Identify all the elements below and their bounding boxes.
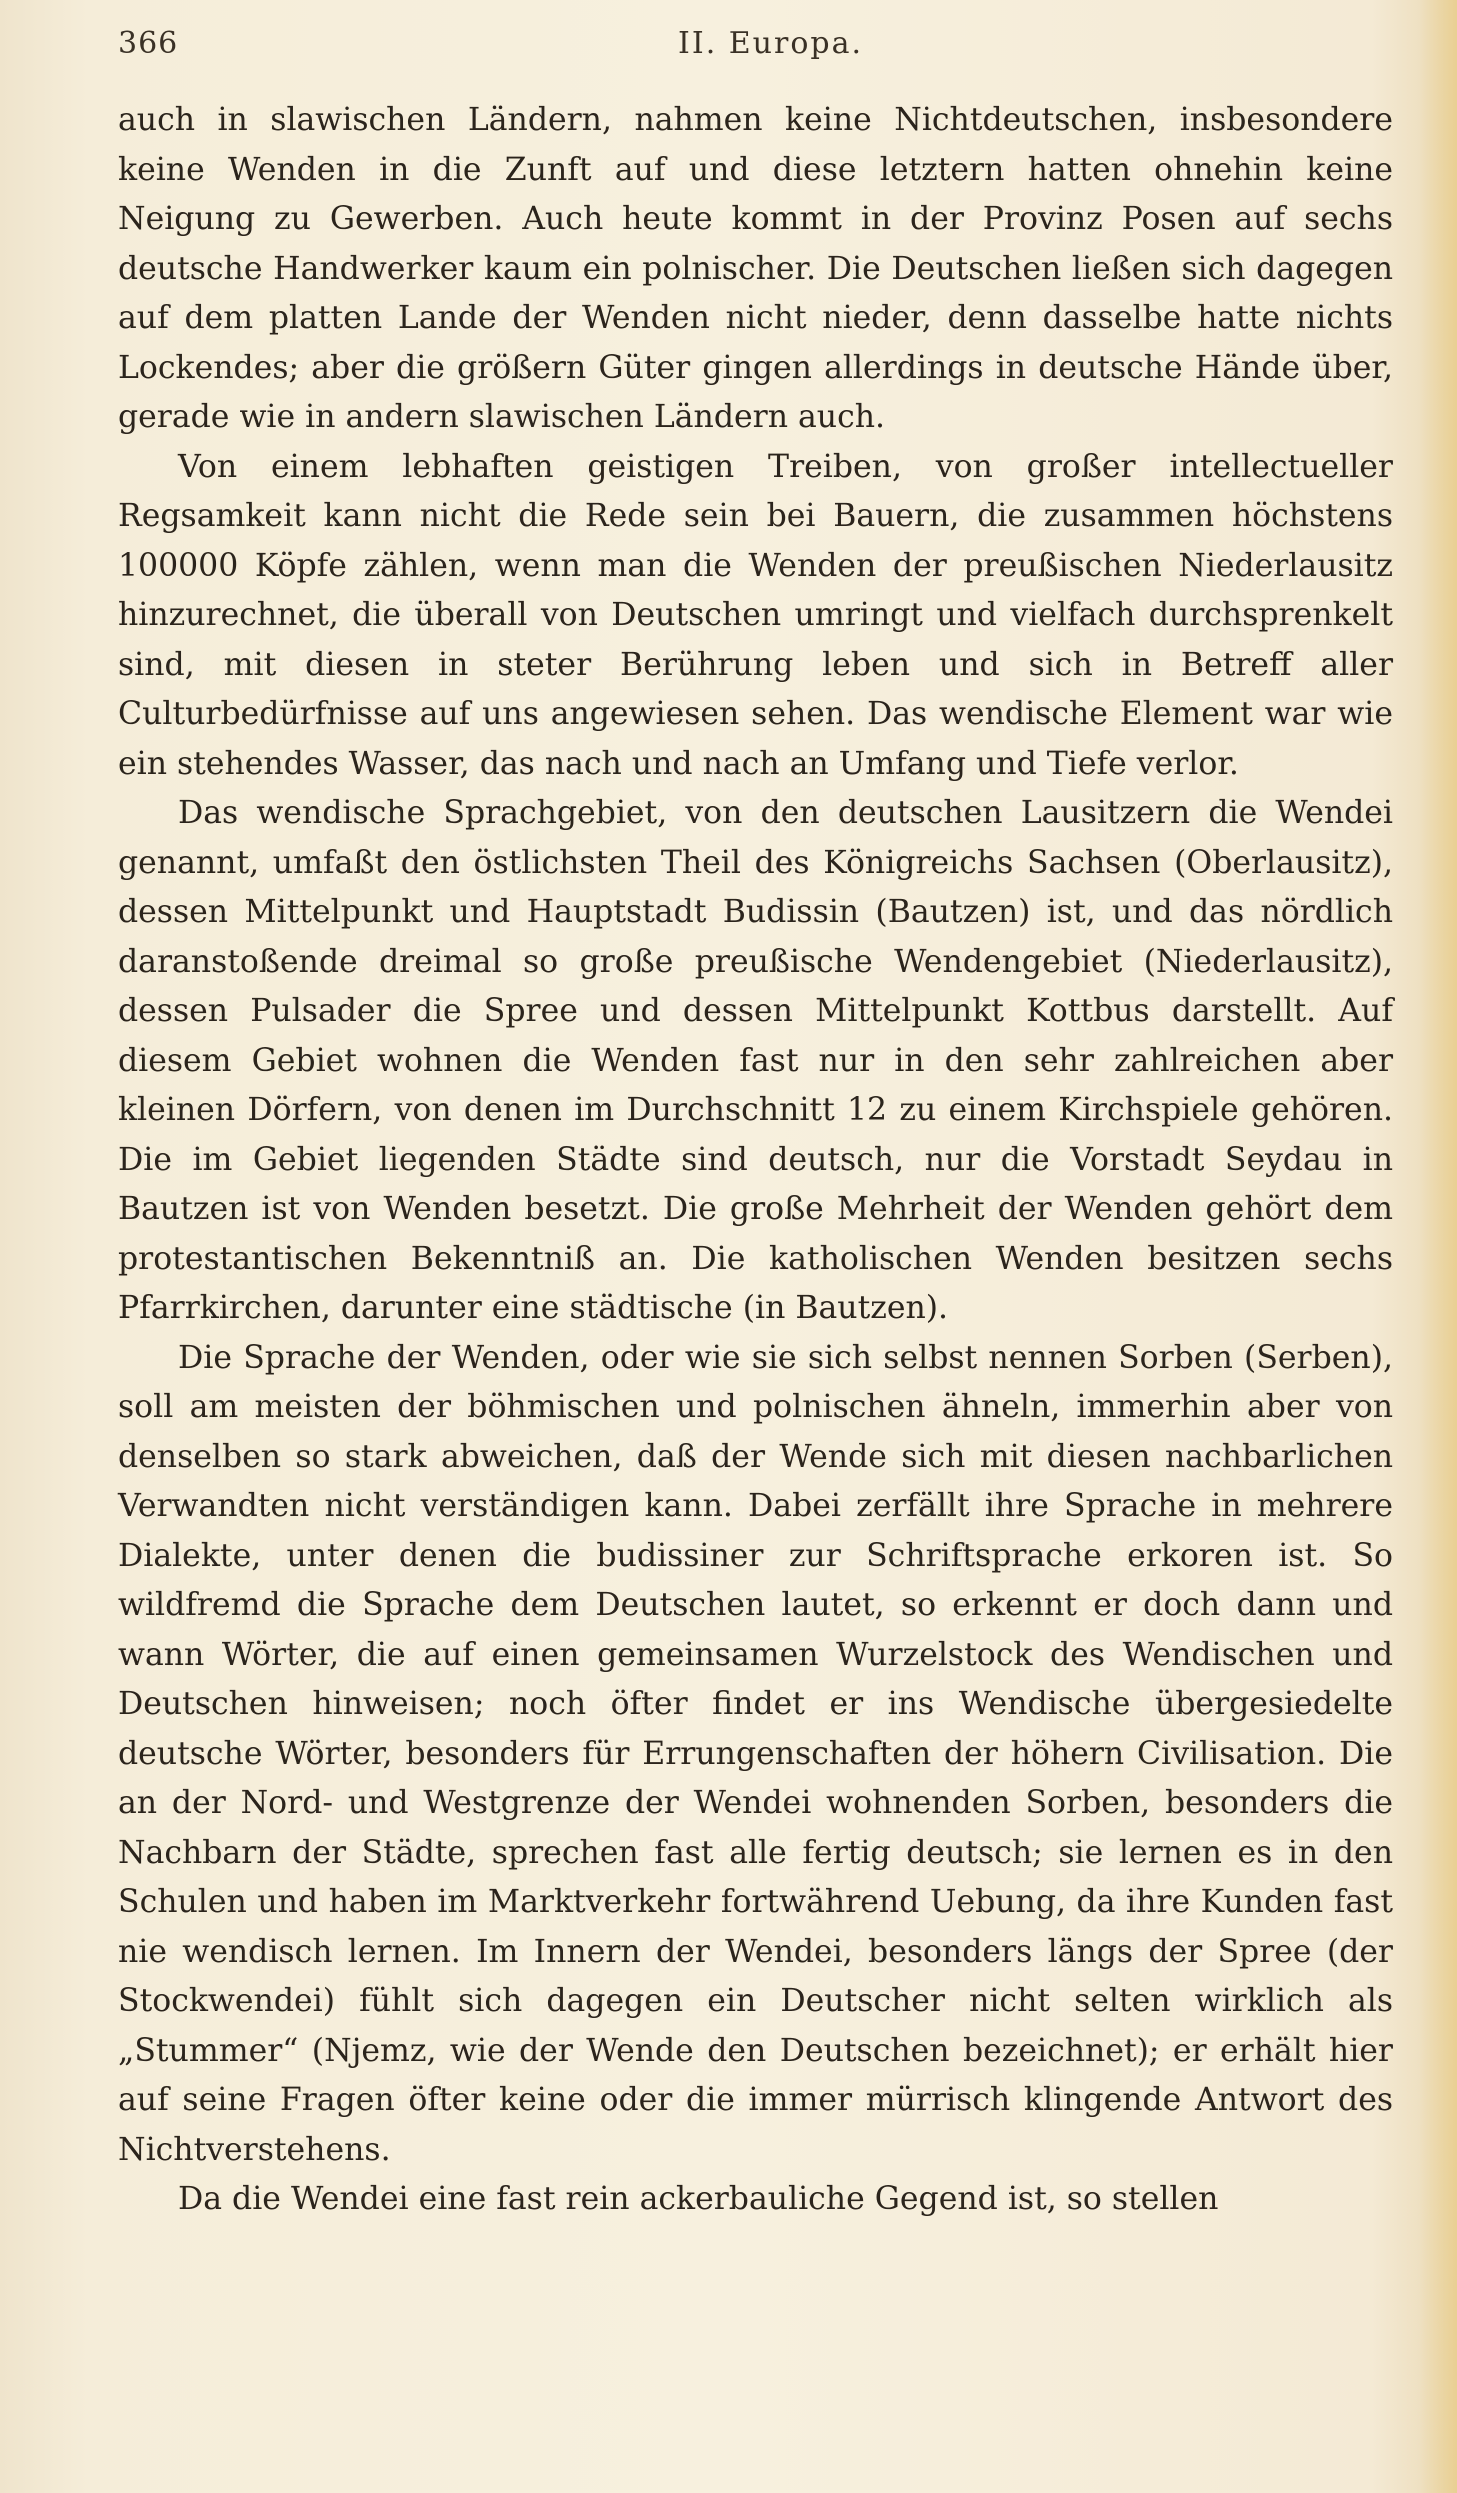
paragraph: Von einem lebhaften geistigen Treiben, von großer intellectueller Regsamkeit kann nicht die Rede sein bei Bauern, die zusammen höchstens 100000 Köpfe zählen, wenn man die Wenden der preußischen Niederlausitz hinzurechnet, die überall von Deutschen umringt und vielfach durchsprenkelt sind, mit diesen in steter Berührung leben und sich in Betreff aller Culturbedürfnisse auf uns angewiesen sehen. Das wendische Element war wie ein stehendes Wasser, das nach und nach an Umfang und Tiefe verlor.	[118, 448, 1393, 782]
paper-edge-stain	[1419, 0, 1457, 2493]
paragraph-continuation: auch in slawischen Ländern, nahmen keine Nichtdeutschen, insbesondere keine Wenden in die Zunft auf und diese letztern hatten ohnehin keine Neigung zu Gewerben. Auch heute kommt in der Provinz Posen auf sechs deutsche Handwerker kaum ein polnischer. Die Deutschen ließen sich dagegen auf dem platten Lande der Wenden nicht nieder, denn dasselbe hatte nichts Lockendes; aber die größern Güter gingen allerdings in deutsche Hände über, gerade wie in andern slawischen Ländern auch.	[118, 102, 1393, 435]
page-number: 366	[118, 26, 179, 61]
paragraph: Da die Wendei eine fast rein ackerbauliche Gegend ist, so stellen	[178, 2181, 1219, 2217]
running-title: II. Europa.	[678, 26, 864, 61]
paragraph: Die Sprache der Wenden, oder wie sie sich selbst nennen Sorben (Serben), soll am meisten der böhmischen und polnischen ähneln, immerhin aber von denselben so stark abweichen, daß der Wende sich mit diesen nachbarlichen Verwandten nicht verständigen kann. Dabei zerfällt ihre Sprache in mehrere Dialekte, unter denen die budissiner zur Schriftsprache erkoren ist. So wildfremd die Sprache dem Deutschen lautet, so erkennt er doch dann und wann Wörter, die auf einen gemeinsamen Wurzelstock des Wendischen und Deutschen hinweisen; noch öfter findet er ins Wendische übergesiedelte deutsche Wörter, besonders für Errungenschaften der höhern Civilisation. Die an der Nord- und Westgrenze der Wendei wohnenden Sorben, besonders die Nachbarn der Städte, sprechen fast alle fertig deutsch; sie lernen es in den Schulen und haben im Marktverkehr fortwährend Uebung, da ihre Kunden fast nie wendisch lernen. Im Innern der Wendei, besonders längs der Spree (der Stockwendei) fühlt sich dagegen ein Deutscher nicht selten wirklich als „Stummer“ (Njemz, wie der Wende den Deutschen bezeichnet); er erhält hier auf seine Fragen öfter keine oder die immer mürrisch klingende Antwort des Nichtverstehens.	[118, 1339, 1393, 2168]
page-header	[118, 26, 1398, 86]
body-text	[118, 96, 1393, 2225]
paragraph: Das wendische Sprachgebiet, von den deutschen Lausitzern die Wendei genannt, umfaßt den östlichsten Theil des Königreichs Sachsen (Oberlausitz), dessen Mittelpunkt und Hauptstadt Budissin (Bautzen) ist, und das nördlich daranstoßende dreimal so große preußische Wendengebiet (Niederlausitz), dessen Pulsader die Spree und dessen Mittelpunkt Kottbus darstellt. Auf diesem Gebiet wohnen die Wenden fast nur in den sehr zahlreichen aber kleinen Dörfern, von denen im Durchschnitt 12 zu einem Kirchspiele gehören. Die im Gebiet liegenden Städte sind deutsch, nur die Vorstadt Seydau in Bautzen ist von Wenden besetzt. Die große Mehrheit der Wenden gehört dem protestantischen Bekenntniß an. Die katholischen Wenden besitzen sechs Pfarrkirchen, darunter eine städtische (in Bautzen).	[118, 795, 1393, 1326]
